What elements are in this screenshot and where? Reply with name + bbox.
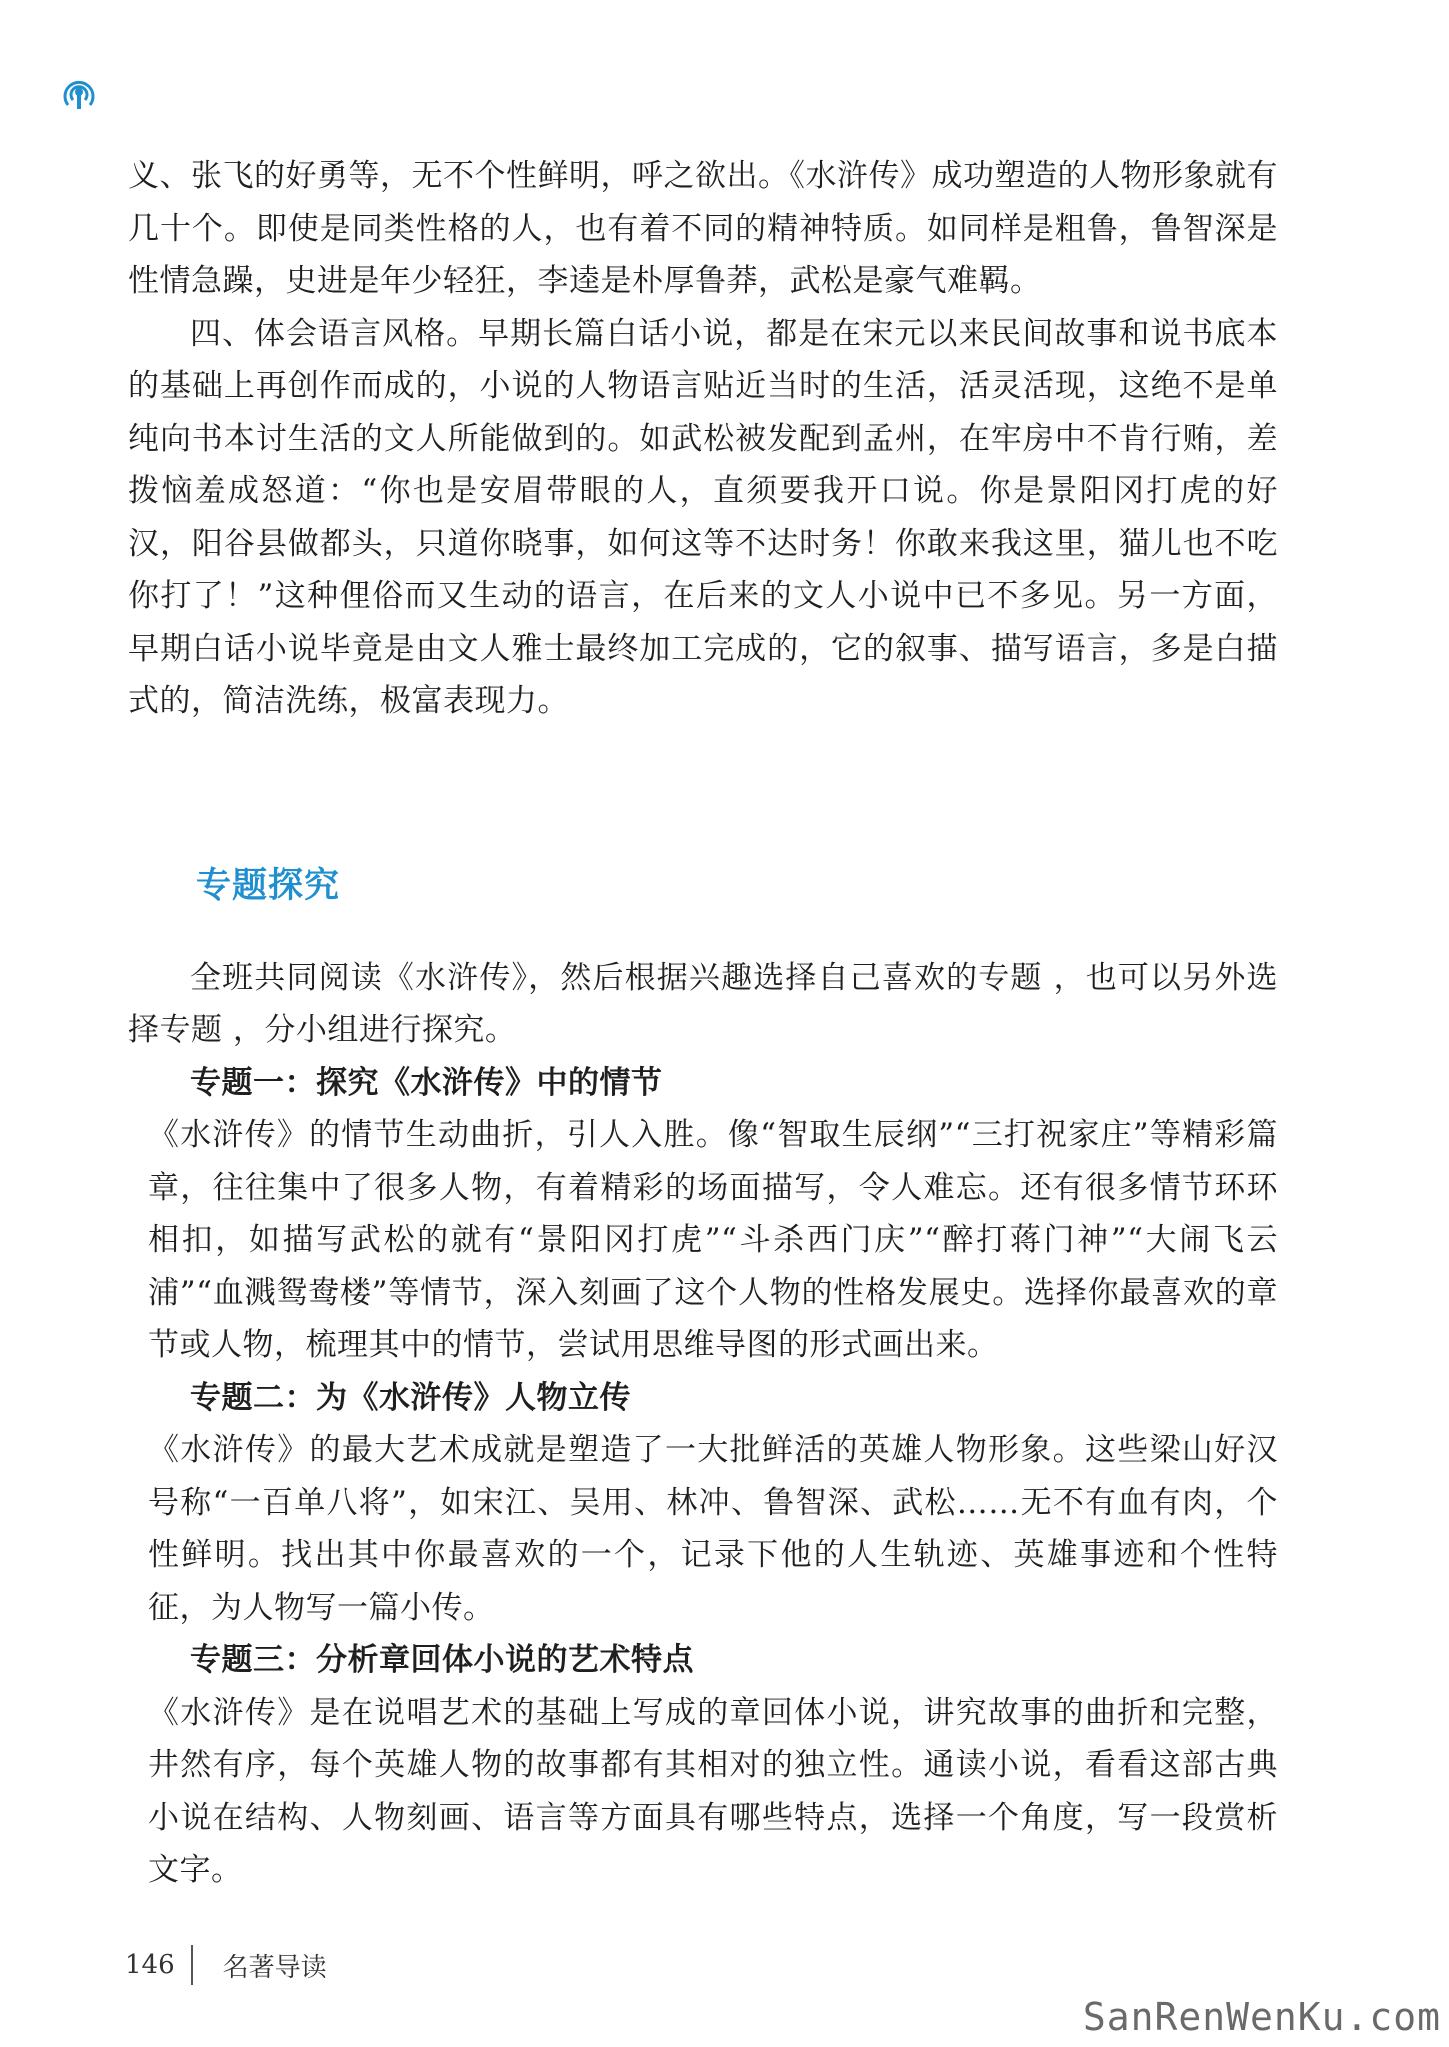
page-content [128, 150, 1278, 1897]
section-intro: 全班共同阅读《水浒传》，然后根据兴趣选择自己喜欢的专题 ，也可以另外选择专题 ，分小组进行探究。 [128, 959, 1278, 1048]
page-number: 146 [125, 1950, 175, 1980]
paragraph-language-style: 四、体会语言风格。早期长篇白话小说，都是在宋元以来民间故事和说书底本的基础上再创作而成的，小说的人物语言贴近当时的生活，活灵活现，这绝不是单纯向书本讨生活的文人所能做到的。如武松被发配到孟州，在牢房中不肯行贿，差拨恼羞成怒道：“你也是安眉带眼的人，直须要我开口说。你是景阳冈打虎的好汉，阳谷县做都头，只道你晓事，如何这等不达时务！你敢来我这里，猫儿也不吃你打了！”这种俚俗而又生动的语言，在后来的文人小说中已不多见。另一方面，早期白话小说毕竟是由文人雅士最终加工完成的，它的叙事、描写语言，多是白描式的，简洁洗练，极富表现力。 [128, 315, 1278, 719]
wireless-reading-icon [62, 78, 96, 112]
topic-body-wrap [128, 1424, 1278, 1634]
topic-body: 《水浒传》是在说唱艺术的基础上写成的章回体小说，讲究故事的曲折和完整，井然有序，每个英雄人物的故事都有其相对的独立性。通读小说，看看这部古典小说在结构、人物刻画、语言等方面具有哪些特点，选择一个角度，写一段赏析文字。 [148, 1694, 1278, 1888]
topic-title: 专题三：分析章回体小说的艺术特点 [190, 1642, 694, 1678]
topic-body-wrap [128, 1687, 1278, 1897]
watermark: SanRenWenKu.com [1082, 1995, 1441, 2039]
topic-1 [128, 1057, 1278, 1372]
book-title: 名著导读 [222, 1952, 327, 1983]
topic-3 [128, 1634, 1278, 1897]
topic-body: 《水浒传》的情节生动曲折，引人入胜。像“智取生辰纲”“三打祝家庄”等精彩篇章，往往集中了很多人物，有着精彩的场面描写，令人难忘。还有很多情节环环相扣，如描写武松的就有“景阳冈打虎”“斗杀西门庆”“醉打蒋门神”“大闹飞云浦”“血溅鸳鸯楼”等情节，深入刻画了这个人物的性格发展史。选择你最喜欢的章节或人物，梳理其中的情节，尝试用思维导图的形式画出来。 [148, 1117, 1278, 1363]
topic-title: 专题一：探究《水浒传》中的情节 [190, 1064, 663, 1101]
topic-body-wrap [128, 1109, 1278, 1372]
section-heading: 专题探究 [196, 864, 341, 906]
paragraph-continued: 义、张飞的好勇等，无不个性鲜明，呼之欲出。《水浒传》成功塑造的人物形象就有几十个。即使是同类性格的人，也有着不同的精神特质。如同样是粗鲁，鲁智深是性情急躁，史进是年少轻狂，李逵是朴厚鲁莽，武松是豪气难羁。 [128, 158, 1278, 299]
footer-divider [191, 1945, 193, 1985]
topic-body: 《水浒传》的最大艺术成就是塑造了一大批鲜活的英雄人物形象。这些梁山好汉号称“一百单八将”，如宋江、吴用、林冲、鲁智深、武松……无不有血有肉，个性鲜明。找出其中你最喜欢的一个，记录下他的人生轨迹、英雄事迹和个性特征，为人物写一篇小传。 [148, 1432, 1278, 1626]
topic-2 [128, 1372, 1278, 1635]
page-footer [125, 1945, 327, 1985]
topic-title: 专题二：为《水浒传》人物立传 [190, 1379, 631, 1416]
